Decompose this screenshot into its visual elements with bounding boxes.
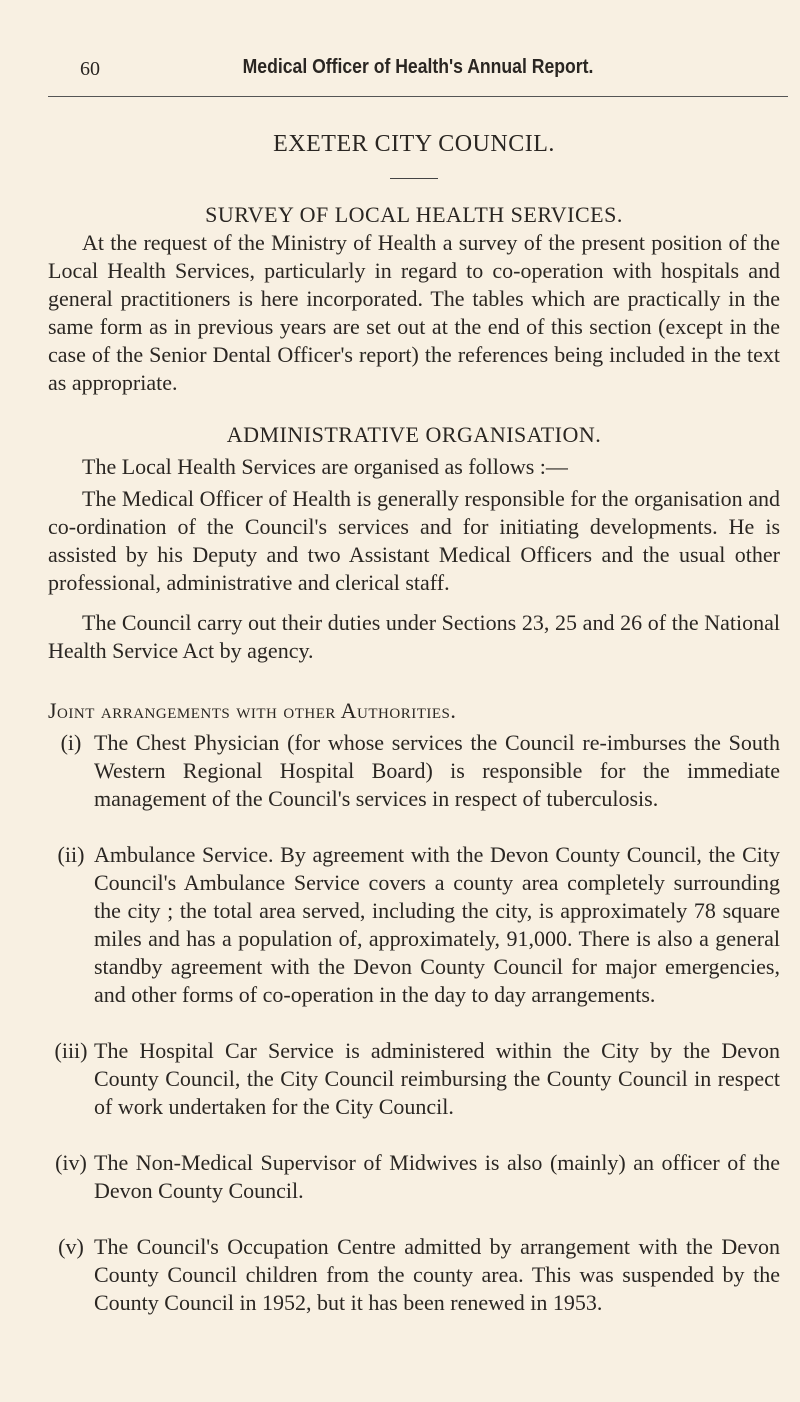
admin-paragraph-1: The Medical Officer of Health is generally responsible for the organisation and co-ordination of the Council's services and for initiating developments. He is assisted by his Deputy and two Assistant Medical Officers and the usual other professional, administrative and clerical staff. [48,486,780,595]
item-text: The Council's Occupation Centre admitted by arrangement with the Devon County Council children from the county area. This was suspended by the County Council in 1952, but it has been renewed in 1953. [94,1234,780,1315]
divider [390,178,438,179]
item-text: The Chest Physician (for whose services the Council re-imburses the South Western Regional Hospital Board) is responsible for the immediate management of the Council's services in respect of tuberculosis. [94,730,780,811]
admin-intro: The Local Health Services are organised as follows :— [82,454,568,479]
list-item [48,841,780,1009]
item-number: (i) [60,730,82,755]
item-text: Ambulance Service. By agreement with the Devon County Council, the City Council's Ambulance Service covers a county area completely surrounding the city ; the total area served, including the city, is approximately 78 square miles and has a population of, approximately, 91,000. There is also a general standby agreement with the Devon County Council for major emergencies, and other forms of co-operation in the day to day arrangements. [94,842,780,1007]
page-number: 60 [80,58,100,80]
item-number: (iii) [54,1038,88,1063]
survey-paragraph: At the request of the Ministry of Health a survey of the present position of the Local Health Services, particularly in regard to co-operation with hospitals and general practitioners is here incorporated. The tables which are practically in the same form as in previous years are set out at the end of this section (except in the case of the Senior Dental Officer's report) the references being included in the text as appropriate. [48,230,780,395]
document-title: EXETER CITY COUNCIL. [273,131,555,157]
item-number: (iv) [55,1150,87,1175]
list-item [48,729,780,813]
item-text: The Hospital Car Service is administered within the City by the Devon County Council, the City Council reimbursing the County Council in respect of work undertaken for the City Council. [94,1038,780,1119]
survey-heading: SURVEY OF LOCAL HEALTH SERVICES. [205,202,623,227]
item-text: The Non-Medical Supervisor of Midwives is also (mainly) an officer of the Devon County Council. [94,1150,780,1203]
page-header [48,44,788,97]
admin-heading: ADMINISTRATIVE ORGANISATION. [226,422,602,447]
item-number: (ii) [57,842,85,867]
list-item [48,1149,780,1205]
list-item [48,1037,780,1121]
joint-list [48,729,780,1317]
joint-heading: Joint arrangements with other Authorities. [48,698,457,723]
admin-paragraph-2: The Council carry out their duties under Sections 23, 25 and 26 of the National Health Service Act by agency. [48,610,780,663]
page-body [48,130,780,1317]
item-number: (v) [58,1234,84,1259]
running-title: Medical Officer of Health's Annual Report. [242,56,594,78]
list-item [48,1233,780,1317]
